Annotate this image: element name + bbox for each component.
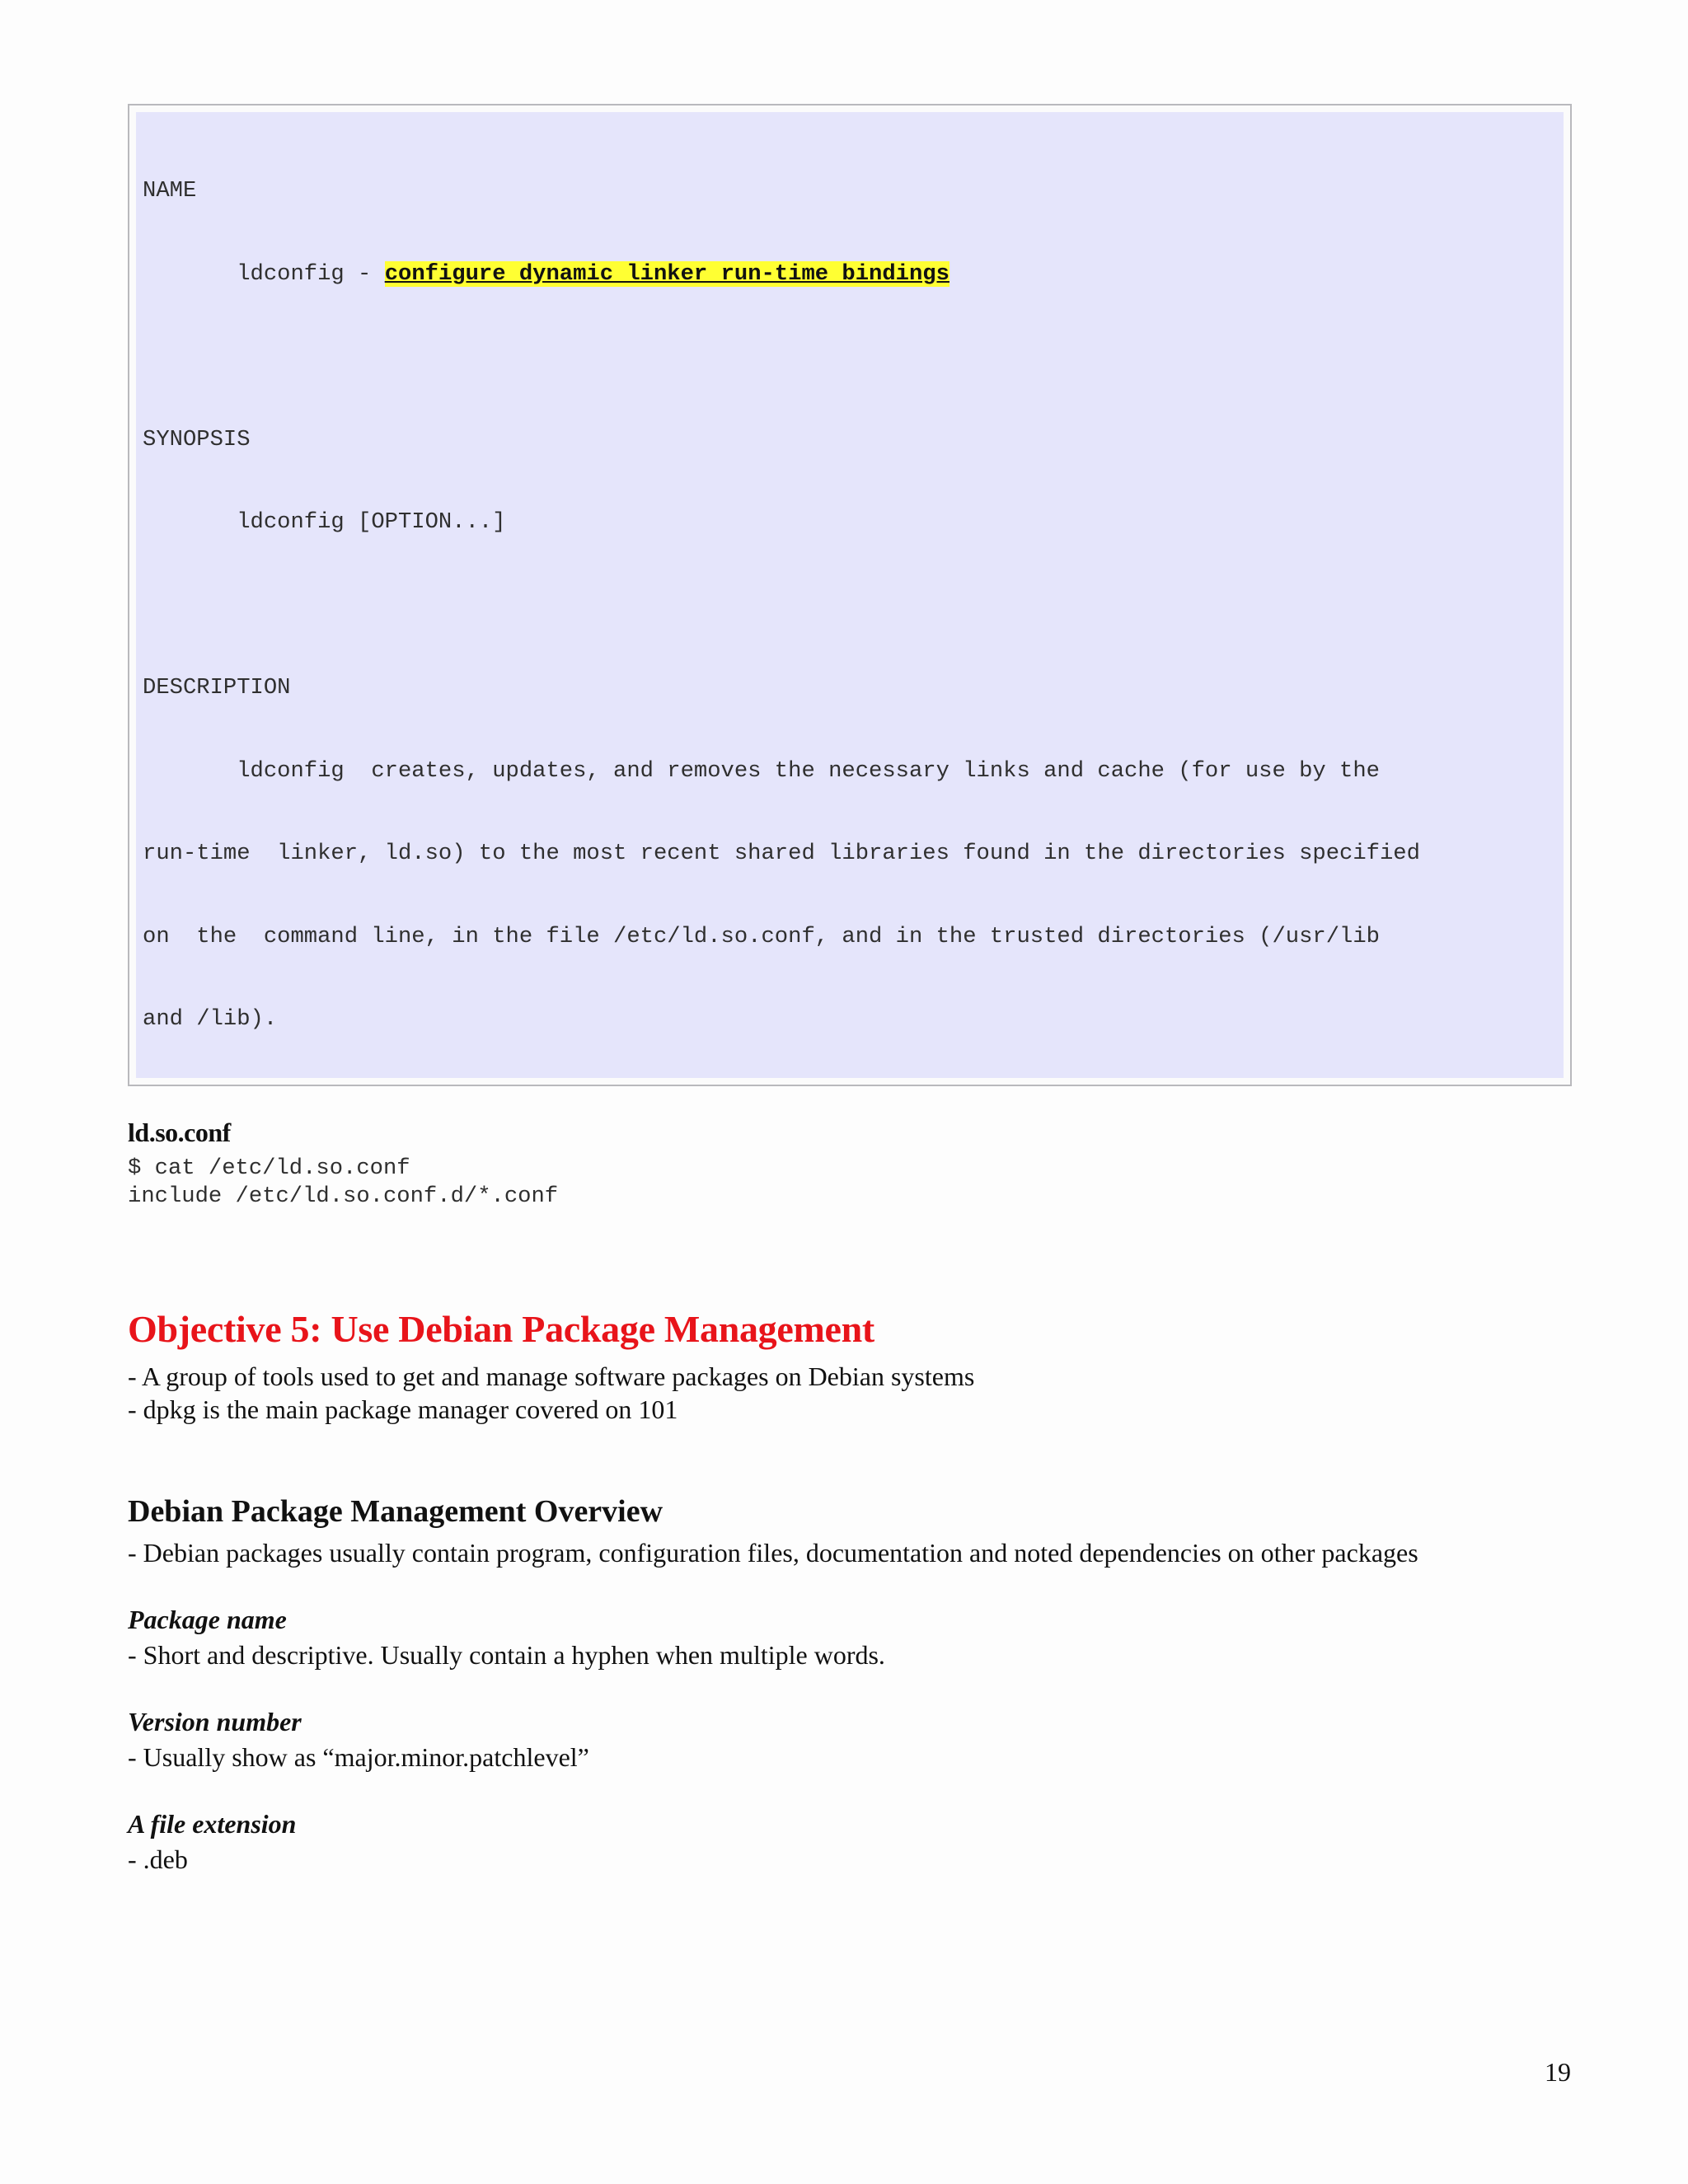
ldsoconf-heading: ld.so.conf: [128, 1118, 231, 1147]
man-line: run-time linker, ld.so) to the most recent shared libraries found in the directories specified: [143, 841, 1420, 866]
man-line: and /lib).: [143, 1006, 278, 1032]
item-title-version-number: Version number: [128, 1707, 302, 1736]
item-text-version-number: - Usually show as “major.minor.patchlevel”: [128, 1742, 589, 1772]
page-number: 19: [1545, 2057, 1571, 2087]
man-line: on the command line, in the file /etc/ld.so.conf, and in the trusted directories (/usr/lib: [143, 923, 1380, 949]
item-title-package-name: Package name: [128, 1605, 287, 1634]
man-page-box: [128, 104, 1572, 1086]
man-line: ldconfig [OPTION...]: [143, 509, 506, 535]
man-line: SYNOPSIS: [143, 426, 251, 452]
man-line-name: [143, 260, 1559, 288]
item-title-file-extension: A file extension: [128, 1809, 297, 1839]
man-page-text: [136, 112, 1564, 1078]
overview-bullet: - Debian packages usually contain program, configuration files, documentation and noted dependencies on other packages: [128, 1538, 1418, 1568]
code-line: include /etc/ld.so.conf.d/*.conf: [128, 1183, 559, 1209]
ldsoconf-code-block: [128, 1155, 558, 1210]
objective-bullet: - dpkg is the main package manager covered on 101: [128, 1394, 678, 1424]
name-highlight: configure dynamic linker run-time bindings: [384, 260, 950, 287]
man-line: NAME: [143, 178, 197, 204]
objective-title: Objective 5: Use Debian Package Management: [128, 1308, 874, 1350]
man-line: [143, 343, 1559, 371]
item-text-package-name: - Short and descriptive. Usually contain a hyphen when multiple words.: [128, 1640, 885, 1670]
code-line: $ cat /etc/ld.so.conf: [128, 1155, 410, 1181]
man-line: [143, 592, 1559, 620]
man-line: ldconfig -: [143, 260, 385, 287]
man-line: ldconfig creates, updates, and removes the necessary links and cache (for use by the: [143, 757, 1380, 784]
objective-bullet: - A group of tools used to get and manage software packages on Debian systems: [128, 1361, 975, 1391]
overview-heading: Debian Package Management Overview: [128, 1494, 663, 1529]
man-line: DESCRIPTION: [143, 675, 291, 701]
item-text-file-extension: - .deb: [128, 1844, 188, 1874]
